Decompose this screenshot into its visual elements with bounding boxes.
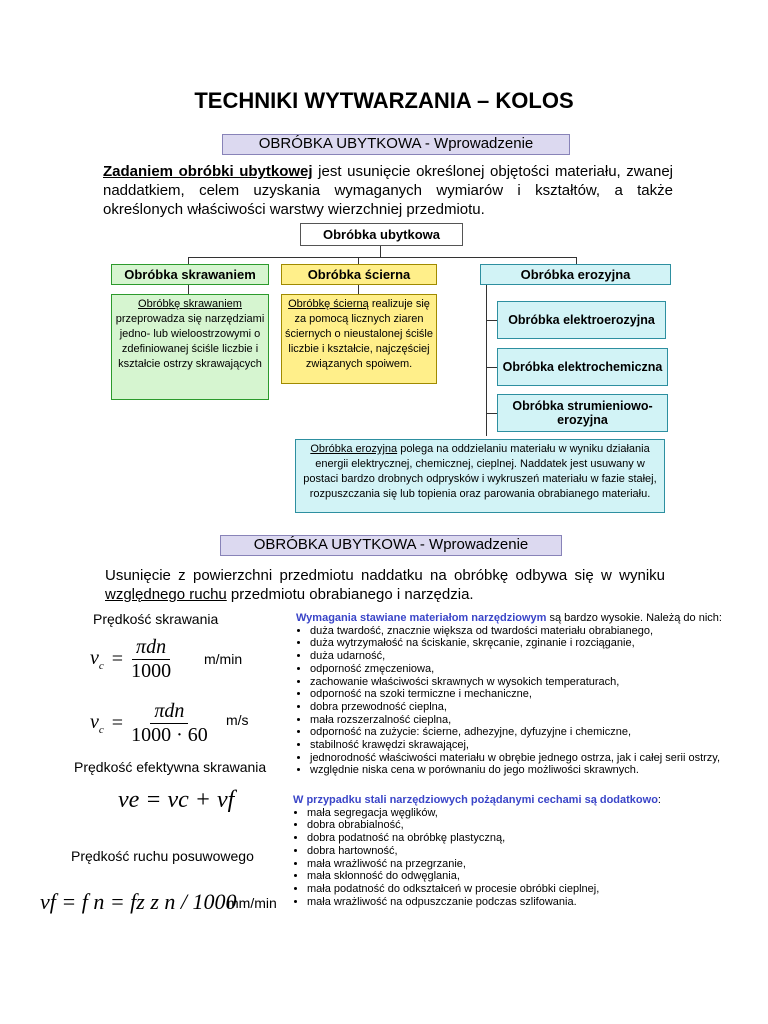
desc-erozyjna bbox=[295, 439, 665, 513]
list-item: • duża udarność, bbox=[310, 650, 746, 663]
section2-text-a: Usunięcie z powierzchni przedmiotu naddatku na obróbkę odbywa się w wyniku bbox=[105, 567, 665, 584]
fraction-min bbox=[131, 636, 171, 683]
effective-speed-label: Prędkość efektywna skrawania bbox=[74, 759, 267, 775]
section2-text-underlined: względnego ruchu bbox=[105, 586, 227, 603]
desc-skrawanie-term: Obróbkę skrawaniem bbox=[138, 298, 242, 310]
sub-strumieniowo: Obróbka strumieniowo-erozyjna bbox=[497, 394, 668, 432]
sub-elektrochemiczna: Obróbka elektrochemiczna bbox=[497, 348, 668, 386]
list-item: • dobra obrabialność, bbox=[307, 819, 748, 832]
intro-bold: Zadaniem obróbki ubytkowej bbox=[103, 163, 313, 180]
formula-effective: ve = vc + vf bbox=[118, 787, 235, 813]
sub-elektroerozyjna: Obróbka elektroerozyjna bbox=[497, 301, 666, 339]
list-item: • dobra podatność na obróbkę plastyczną, bbox=[307, 832, 748, 845]
desc-scierna bbox=[281, 294, 437, 384]
cut-speed-label: Prędkość skrawania bbox=[93, 611, 219, 627]
vc-symbol-2: v bbox=[90, 711, 99, 733]
branch-scierna: Obróbka ścierna bbox=[281, 264, 437, 285]
desc-skrawanie-text: przeprowadza się narzędziami jedno- lub wieloostrzowymi o zdefiniowanej ściśle liczbie i kształcie ostrzy skrawających bbox=[115, 313, 265, 370]
list-item: • mała podatność do odkształceń w procesie obróbki cieplnej, bbox=[307, 883, 748, 896]
unit-m-s: m/s bbox=[226, 712, 249, 728]
section-heading-1: OBRÓBKA UBYTKOWA - Wprowadzenie bbox=[222, 134, 570, 155]
branch-skrawanie: Obróbka skrawaniem bbox=[111, 264, 269, 285]
connector-horizontal bbox=[188, 257, 577, 258]
list-item: • jednorodność właściwości materiału w obrębie jednego ostrza, jak i całej serii ostrzy, bbox=[310, 752, 746, 765]
steel-heading-text: W przypadku stali narzędziowych pożądanymi cechami są dodatkowo bbox=[293, 794, 658, 806]
requirements-list bbox=[296, 625, 746, 777]
section2-paragraph bbox=[105, 566, 665, 604]
desc-erozyjna-text: polega na oddzielaniu materiału w wyniku działania energii elektrycznej, chemicznej, cieplnej. Naddatek jest usuwany w postaci bardzo drobnych odprysków i wykruszeń materiału w fazie stałej, rozpuszczania się lub topienia oraz parowania obrabianego materiału. bbox=[303, 443, 657, 500]
requirements-intro-blue: Wymagania stawiane materiałom narzędziowym bbox=[296, 612, 547, 624]
list-item: • dobra hartowność, bbox=[307, 845, 748, 858]
equals-sign-2: = bbox=[111, 712, 124, 734]
connector-mid-desc bbox=[358, 284, 359, 294]
formula-vc-min bbox=[90, 636, 171, 683]
list-item: • stabilność krawędzi skrawającej, bbox=[310, 739, 746, 752]
requirements-block bbox=[296, 612, 746, 777]
formula-vc-s bbox=[90, 700, 208, 747]
connector-sub2 bbox=[486, 367, 497, 368]
desc-erozyjna-term: Obróbka erozyjna bbox=[310, 443, 398, 455]
diagram-root: Obróbka ubytkowa bbox=[300, 223, 463, 246]
vc-symbol: v bbox=[90, 647, 99, 669]
feed-speed-label: Prędkość ruchu posuwowego bbox=[71, 848, 254, 864]
steel-heading bbox=[293, 794, 748, 807]
fraction-numerator: πdn bbox=[132, 636, 170, 660]
requirements-intro-rest: są bardzo wysokie. Należą do nich: bbox=[546, 612, 722, 624]
unit-mm-min: mm/min bbox=[227, 895, 277, 911]
connector-mid bbox=[358, 257, 359, 264]
desc-skrawanie bbox=[111, 294, 269, 400]
vc-subscript-2: c bbox=[98, 724, 104, 736]
desc-scierna-text: realizuje się za pomocą licznych ziaren ściernych o nieustalonej ściśle liczbie i kształcie, najczęściej związanych spoiwem. bbox=[285, 298, 433, 370]
steel-block bbox=[293, 794, 748, 908]
desc-scierna-term: Obróbkę ścierną bbox=[288, 298, 369, 310]
steel-heading-colon: : bbox=[657, 794, 661, 806]
page-title: TECHNIKI WYTWARZANIA – KOLOS bbox=[194, 88, 574, 113]
connector-sub3 bbox=[486, 413, 497, 414]
connector-left bbox=[188, 257, 189, 264]
list-item: • duża twardość, znacznie większa od twardości materiału obrabianego, bbox=[310, 625, 746, 638]
equals-sign: = bbox=[111, 648, 124, 670]
intro-rest: jest usunięcie określonej objętości materiału, zwanej naddatkiem, celem uzyskania wymaganych wymiarów i kształtów, a także określonych właściwości warstwy wierzchniej przedmiotu. bbox=[103, 163, 673, 218]
section2-text-b: przedmiotu obrabianego i narzędzia. bbox=[226, 586, 474, 603]
list-item: • względnie niska cena w porównaniu do jego możliwości skrawnych. bbox=[310, 764, 746, 777]
intro-paragraph bbox=[103, 162, 673, 219]
list-item: • dobra przewodność cieplna, bbox=[310, 701, 746, 714]
unit-m-min: m/min bbox=[204, 651, 243, 667]
list-item: • duża wytrzymałość na ściskanie, skręcanie, zginanie i rozciąganie, bbox=[310, 637, 746, 650]
steel-list bbox=[293, 807, 748, 909]
list-item: • odporność na szoki termiczne i mechaniczne, bbox=[310, 688, 746, 701]
list-item: • mała skłonność do odwęglania, bbox=[307, 870, 748, 883]
vc-subscript: c bbox=[98, 660, 104, 672]
list-item: • mała wrażliwość na przegrzanie, bbox=[307, 858, 748, 871]
fraction-numerator-2: πdn bbox=[150, 700, 188, 724]
section-heading-2: OBRÓBKA UBYTKOWA - Wprowadzenie bbox=[220, 535, 562, 556]
fraction-denominator-2: 1000 · 60 bbox=[131, 724, 208, 746]
connector-left-desc bbox=[188, 284, 189, 294]
list-item: • mała rozszerzalność cieplna, bbox=[310, 714, 746, 727]
fraction-s bbox=[131, 700, 208, 747]
connector-right bbox=[576, 257, 577, 264]
list-item: • odporność zmęczeniowa, bbox=[310, 663, 746, 676]
requirements-intro bbox=[296, 612, 746, 625]
list-item: • odporność na zużycie: ścierne, adhezyjne, dyfuzyjne i chemiczne, bbox=[310, 726, 746, 739]
list-item: • mała wrażliwość na odpuszczanie podczas szlifowania. bbox=[307, 896, 748, 909]
formula-feed: vf = f n = fz z n / 1000 bbox=[40, 889, 237, 914]
fraction-denominator: 1000 bbox=[131, 660, 172, 682]
list-item: • mała segregacja węglików, bbox=[307, 807, 748, 820]
branch-erozyjna: Obróbka erozyjna bbox=[480, 264, 671, 285]
connector-sub1 bbox=[486, 320, 497, 321]
list-item: • zachowanie właściwości skrawnych w wysokich temperaturach, bbox=[310, 676, 746, 689]
